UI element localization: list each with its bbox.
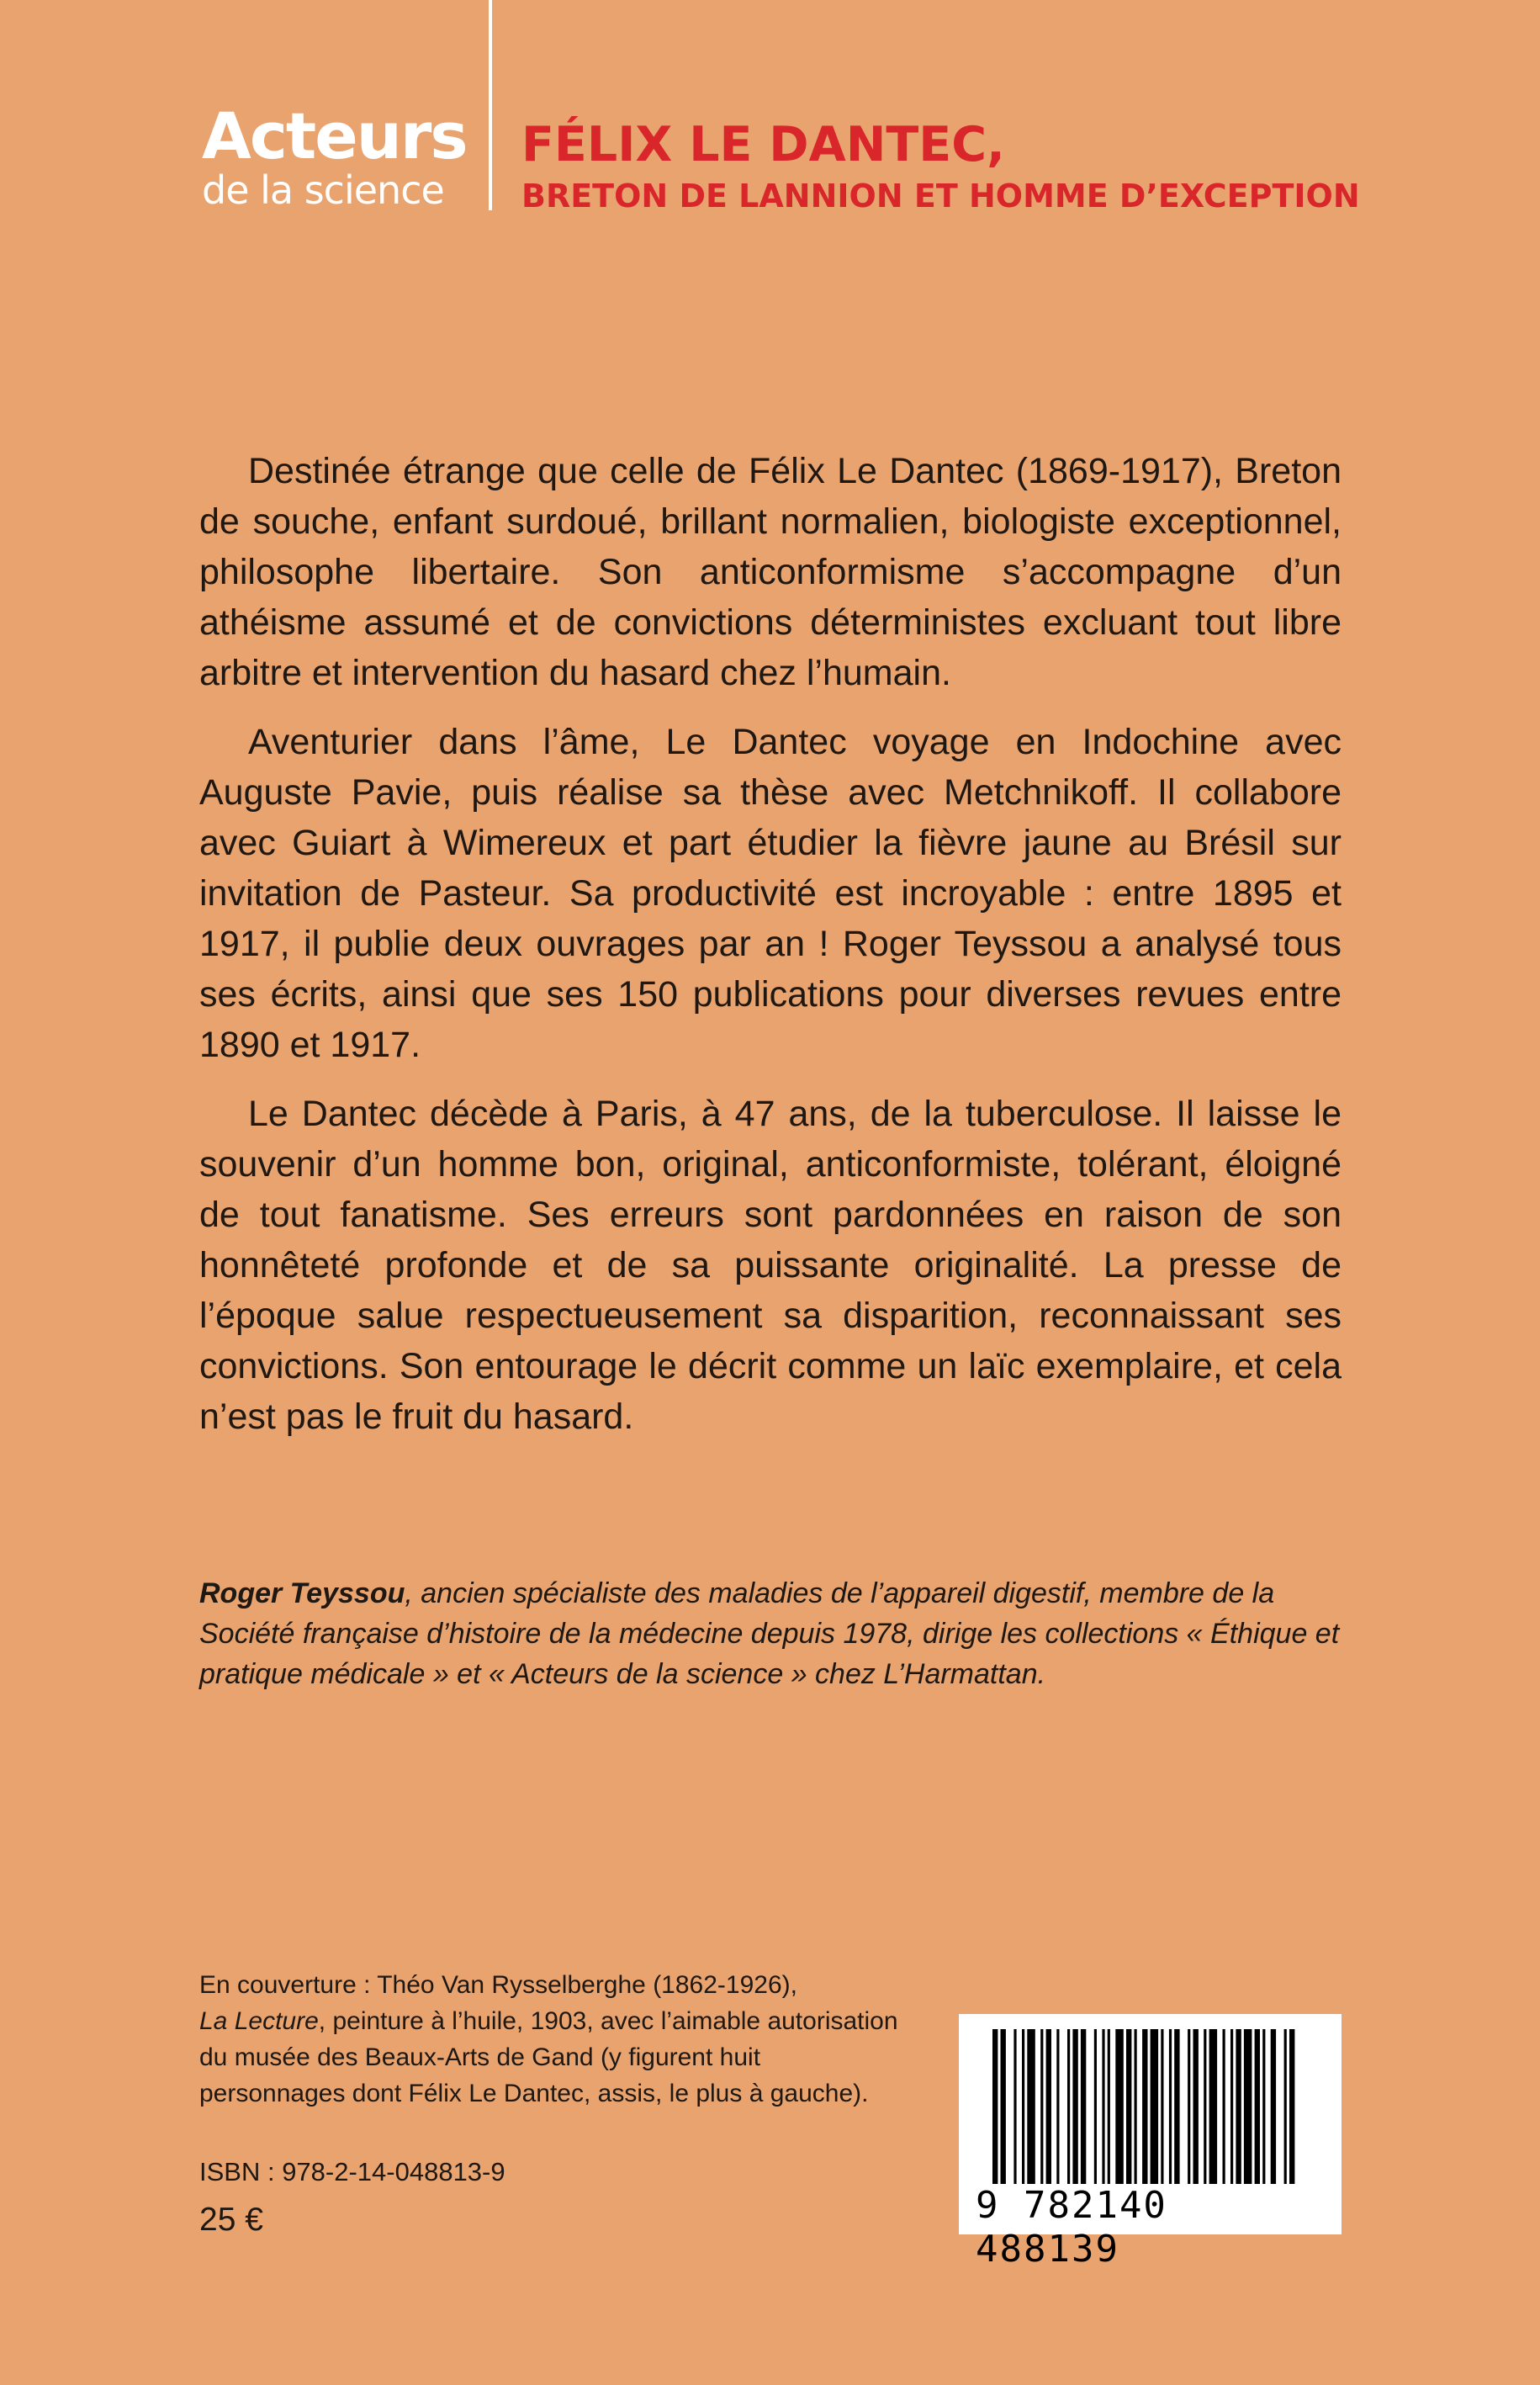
barcode-bar <box>1284 2029 1287 2184</box>
barcode-bar <box>1126 2029 1131 2184</box>
barcode-bar <box>1262 2029 1265 2184</box>
barcode-bar <box>1108 2029 1110 2184</box>
barcode-bar <box>1230 2029 1233 2184</box>
cover-credit-line-2 <box>199 2003 956 2039</box>
barcode-bar <box>1135 2029 1137 2184</box>
header-divider <box>489 0 492 210</box>
barcode-bar <box>1236 2029 1241 2184</box>
back-cover-blurb <box>199 446 1342 1460</box>
barcode-bar <box>1244 2029 1252 2184</box>
barcode-bar <box>1027 2029 1035 2184</box>
barcode-bar <box>1271 2029 1276 2184</box>
barcode-bar <box>1081 2029 1086 2184</box>
author-bio-text: , ancien spécialiste des maladies de l’appareil digestif, membre de la Société française d’histoire de la médecine depuis 1978, dirige les collections « Éthique et pratique médicale » et « Acteurs de la science » chez L’Harmattan. <box>199 1577 1340 1690</box>
barcode-bar <box>1067 2029 1070 2184</box>
series-subtitle: de la science <box>202 167 444 213</box>
book-title: FÉLIX LE DANTEC, <box>521 117 1005 172</box>
author-bio <box>199 1573 1343 1694</box>
barcode-bar <box>1046 2029 1051 2184</box>
barcode-bar <box>1151 2029 1159 2184</box>
barcode-bar <box>1115 2029 1124 2184</box>
cover-credit-line-4: personnages dont Félix Le Dantec, assis, le plus à gauche). <box>199 2080 869 2107</box>
cover-credit <box>199 1967 956 2112</box>
barcode-bar <box>1013 2029 1016 2184</box>
barcode-bar <box>1209 2029 1218 2184</box>
blurb-paragraph-3: Le Dantec décède à Paris, à 47 ans, de la tuberculose. Il laisse le souvenir d’un homme bon, original, anticonformiste, tolérant, éloigné de tout fanatisme. Ses erreurs sont pardonnées en raison de son honnêteté profonde et de sa puissante originalité. La presse de l’époque salue respectueusement sa disparition, reconnaissant ses convictions. Son entourage le décrit comme un laïc exemplaire, et cela n’est pas le fruit du hasard. <box>199 1094 1342 1437</box>
barcode-bar <box>1102 2029 1104 2184</box>
barcode-bar <box>992 2029 998 2184</box>
cover-credit-line-3: du musée des Beaux-Arts de Gand (y figurent huit <box>199 2043 761 2071</box>
price: 25 € <box>199 2202 263 2238</box>
barcode-bar <box>1174 2029 1179 2184</box>
barcode-bar <box>1056 2029 1059 2184</box>
series-title: Acteurs <box>202 98 467 173</box>
isbn: ISBN : 978-2-14-048813-9 <box>199 2157 505 2186</box>
barcode-bar <box>1169 2029 1172 2184</box>
barcode-bar <box>1255 2029 1260 2184</box>
author-name: Roger Teyssou <box>199 1577 405 1609</box>
book-subtitle: BRETON DE LANNION ET HOMME D’EXCEPTION <box>521 178 1360 215</box>
barcode-bar <box>1040 2029 1043 2184</box>
painting-title: La Lecture <box>199 2007 319 2035</box>
barcode-digits: 9 782140 488139 <box>976 2184 1167 2271</box>
barcode-bar <box>1022 2029 1024 2184</box>
barcode-bar <box>1223 2029 1225 2184</box>
barcode-bar <box>1289 2029 1294 2184</box>
barcode-bars <box>959 2014 1342 2191</box>
barcode-bar <box>1142 2029 1147 2184</box>
barcode-bar <box>1094 2029 1097 2184</box>
barcode-bar <box>1001 2029 1006 2184</box>
cover-credit-line-1: En couverture : Théo Van Rysselberghe (1862-1926), <box>199 1971 797 1999</box>
barcode-bar <box>1204 2029 1206 2184</box>
blurb-paragraph-1: Destinée étrange que celle de Félix Le Dantec (1869-1917), Breton de souche, enfant surdoué, brillant normalien, biologiste exceptionnel, philosophe libertaire. Son anticonformisme s’accompagne d’un athéisme assumé et de convictions déterministes excluant tout libre arbitre et intervention du hasard chez l’humain. <box>199 451 1342 693</box>
barcode-bar <box>1072 2029 1077 2184</box>
barcode-bar <box>1161 2029 1163 2184</box>
barcode-bar <box>1188 2029 1190 2184</box>
barcode <box>959 2014 1342 2271</box>
barcode-bar <box>1193 2029 1199 2184</box>
cover-credit-line-2-rest: , peinture à l’huile, 1903, avec l’aimable autorisation <box>318 2007 898 2035</box>
blurb-paragraph-2: Aventurier dans l’âme, Le Dantec voyage en Indochine avec Auguste Pavie, puis réalise sa thèse avec Metchnikoff. Il collabore avec Guiart à Wimereux et part étudier la fièvre jaune au Brésil sur invitation de Pasteur. Sa productivité est incroyable : entre 1895 et 1917, il publie deux ouvrages par an ! Roger Teyssou a analysé tous ses écrits, ainsi que ses 150 publications pour diverses revues entre 1890 et 1917. <box>199 722 1342 1065</box>
